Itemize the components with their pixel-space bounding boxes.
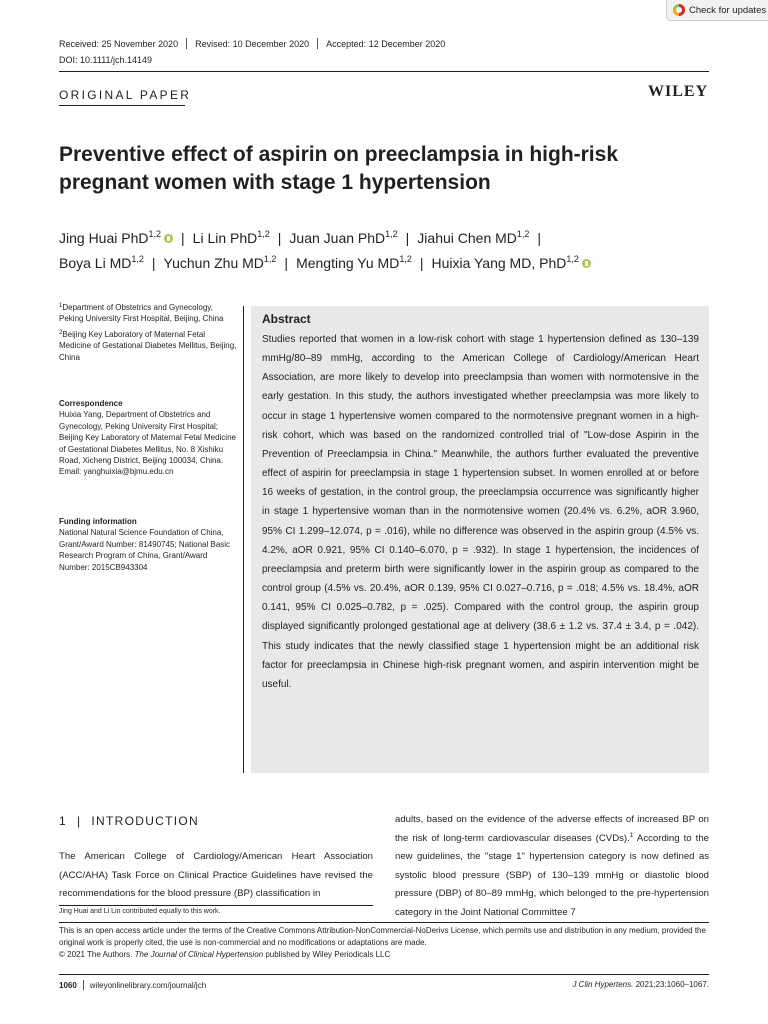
footer-divider	[59, 974, 709, 975]
author-item[interactable]: Juan Juan PhD$^{1,2}$	[289, 229, 398, 246]
affiliation-item: $^1$Department of Obstetrics and Gynecology, Peking University First Hospital, Beijing, China	[59, 303, 224, 324]
article-type-underline	[59, 105, 185, 106]
reference-link[interactable]: 1	[629, 831, 634, 839]
article-title: Preventive effect of aspirin on preeclampsia in high-risk pregnant women with stage 1 hypertension	[59, 143, 619, 194]
page-number: 1060	[59, 980, 77, 990]
check-for-updates-button[interactable]	[666, 0, 768, 21]
affiliation-item: $^2$Beijing Key Laboratory of Maternal Fetal Medicine of Gestational Diabetes Mellitus, Beijing, China	[59, 329, 237, 362]
intro-text-col2: adults, based on the evidence of the adverse effects of increased BP on the risk of long-term cardiovascular diseases (CVDs).$^1$ According to the new guidelines, the "stage 1" hypertension category is now defined as systolic blood pressure (SBP) of 130–139 mmHg or diastolic blood pressure (DBP) of 80–89 mmHg, which belonged to the pre-hypertension category in the Joint National Committee 7	[395, 814, 709, 918]
sidebar-divider	[243, 306, 244, 773]
author-item[interactable]: Boya Li MD$^{1,2}$	[59, 254, 144, 271]
article-type: ORIGINAL PAPER	[59, 88, 192, 102]
footnote: Jing Huai and Li Lin contributed equally to this work.	[59, 908, 221, 915]
orcid-icon[interactable]	[164, 234, 173, 243]
page-footer	[59, 980, 206, 990]
doi-link[interactable]: DOI: 10.1111/jch.14149	[59, 55, 153, 65]
author-item[interactable]: Jing Huai PhD$^{1,2}$	[59, 230, 173, 246]
author-list: Jing Huai PhD$^{1,2}$ | Li Lin PhD$^{1,2}$ | Juan Juan PhD$^{1,2}$ | Jiahui Chen MD$^{1,2}$ | Boya Li MD$^{1,2}$ | Yuchun Zhu MD$^{1,2}$ | Mengting Yu MD$^{1,2}$ | Huixia Yang MD, PhD$^{1,2}$	[59, 226, 709, 276]
publisher-logo: WILEY	[648, 83, 709, 100]
footnote-divider	[59, 905, 373, 906]
abstract-text: Studies reported that women in a low-risk cohort with stage 1 hypertension defined as 130–139 mmHg/80–89 mmHg, according to the American College of Cardiology/American Heart Association, are more likely to develop into preeclampsia than women with normotensive in the early gestation. In this study, the authors investigated whether preeclampsia was more likely to occur in stage 1 hypertensive women compared to the normotensive pregnant women in a high-risk cohort, which was based on the randomized controlled trial of "Low-dose Aspirin in the Prevention of Preeclampsia in China." Meanwhile, the authors further evaluated the preventive effect of aspirin for preeclampsia in stage 1 hypertension subset. In women enrolled at or before 16 weeks of gestation, in the control group, the preeclampsia occurrence was significantly higher in stage 1 hypertensive woman than in the normotensive women (20.4% vs. 6.2%, aOR 3.960, 95% CI 1.299–12.074, p = .016), while no difference was observed in the aspirin group (4.5% vs. 4.2%, aOR 0.921, 95% CI 0.140–6.070, p = .932). In stage 1 hypertension, the incidences of preeclampsia and preterm birth were significantly lower in the aspirin group as compared to the control group (4.5% vs. 20.4%, aOR 0.139, 95% CI 0.027–0.716, p = .018; 4.5% vs. 18.4%, aOR 0.141, 95% CI 0.025–0.782, p = .025). Compared with the control group, the aspirin group displayed significantly prolonged gestational age at delivery (38.6 ± 1.2 vs. 37.4 ± 3.4, p = .042). This study indicates that the newly classified stage 1 hypertension might be an additional risk factor for preeclampsia in Chinese high-risk pregnant women, and aspirin intervention might be useful.	[262, 334, 699, 690]
check-for-updates-label: Check for updates	[689, 4, 767, 16]
funding-info: Funding information National Natural Science Foundation of China, Grant/Award Number: 81490745; National Basic Research Program of China, Grant/Award Number: 2015CB943304	[59, 517, 231, 572]
crossmark-icon	[673, 4, 685, 16]
revised-date: Revised: 10 December 2020	[195, 38, 310, 49]
author-item[interactable]: Mengting Yu MD$^{1,2}$	[296, 254, 412, 271]
intro-text-col1: The American College of Cardiology/American Heart Association (ACC/AHA) Task Force on Clinical Practice Guidelines have revised the recommendations for the blood pressure (BP) classification in	[59, 851, 373, 900]
section-heading: 1 | INTRODUCTION	[59, 814, 199, 828]
affiliations	[59, 302, 239, 363]
author-item[interactable]: Huixia Yang MD, PhD$^{1,2}$	[431, 255, 590, 271]
author-item[interactable]: Jiahui Chen MD$^{1,2}$	[417, 229, 530, 246]
author-item[interactable]: Yuchun Zhu MD$^{1,2}$	[163, 254, 277, 271]
license-divider	[59, 922, 709, 923]
correspondence: Correspondence Huixia Yang, Department of Obstetrics and Gynecology, Peking University First Hospital; Beijing Key Laboratory of Maternal Fetal Medicine of Gestational Diabetes Mellitus, No. 8 Xishiku Road, Xicheng District, Beijing 100034, China. Email: yanghuixia@bjmu.edu.cn	[59, 398, 239, 478]
license-text: This is an open access article under the terms of the Creative Commons Attribution-NonCommercial-NoDerivs License, which permits use and distribution in any medium, provided the original work is properly cited, the use is non-commercial and no modifications or adaptations are made. © 2021 The Authors. The Journal of Clinical Hypertension published by Wiley Periodicals LLC	[59, 926, 706, 959]
abstract-heading: Abstract	[262, 312, 311, 326]
accepted-date: Accepted: 12 December 2020	[326, 38, 446, 49]
email-link[interactable]: Email: yanghuixia@bjmu.edu.cn	[59, 467, 174, 477]
author-item[interactable]: Li Lin PhD$^{1,2}$	[192, 229, 270, 246]
header-divider	[59, 71, 709, 72]
received-date: Received: 25 November 2020	[59, 38, 179, 49]
journal-url[interactable]: wileyonlinelibrary.com/journal/jch	[89, 980, 207, 990]
citation: J Clin Hypertens. 2021;23:1060–1067.	[572, 980, 709, 989]
orcid-icon[interactable]	[582, 259, 591, 268]
article-dates	[59, 38, 445, 49]
